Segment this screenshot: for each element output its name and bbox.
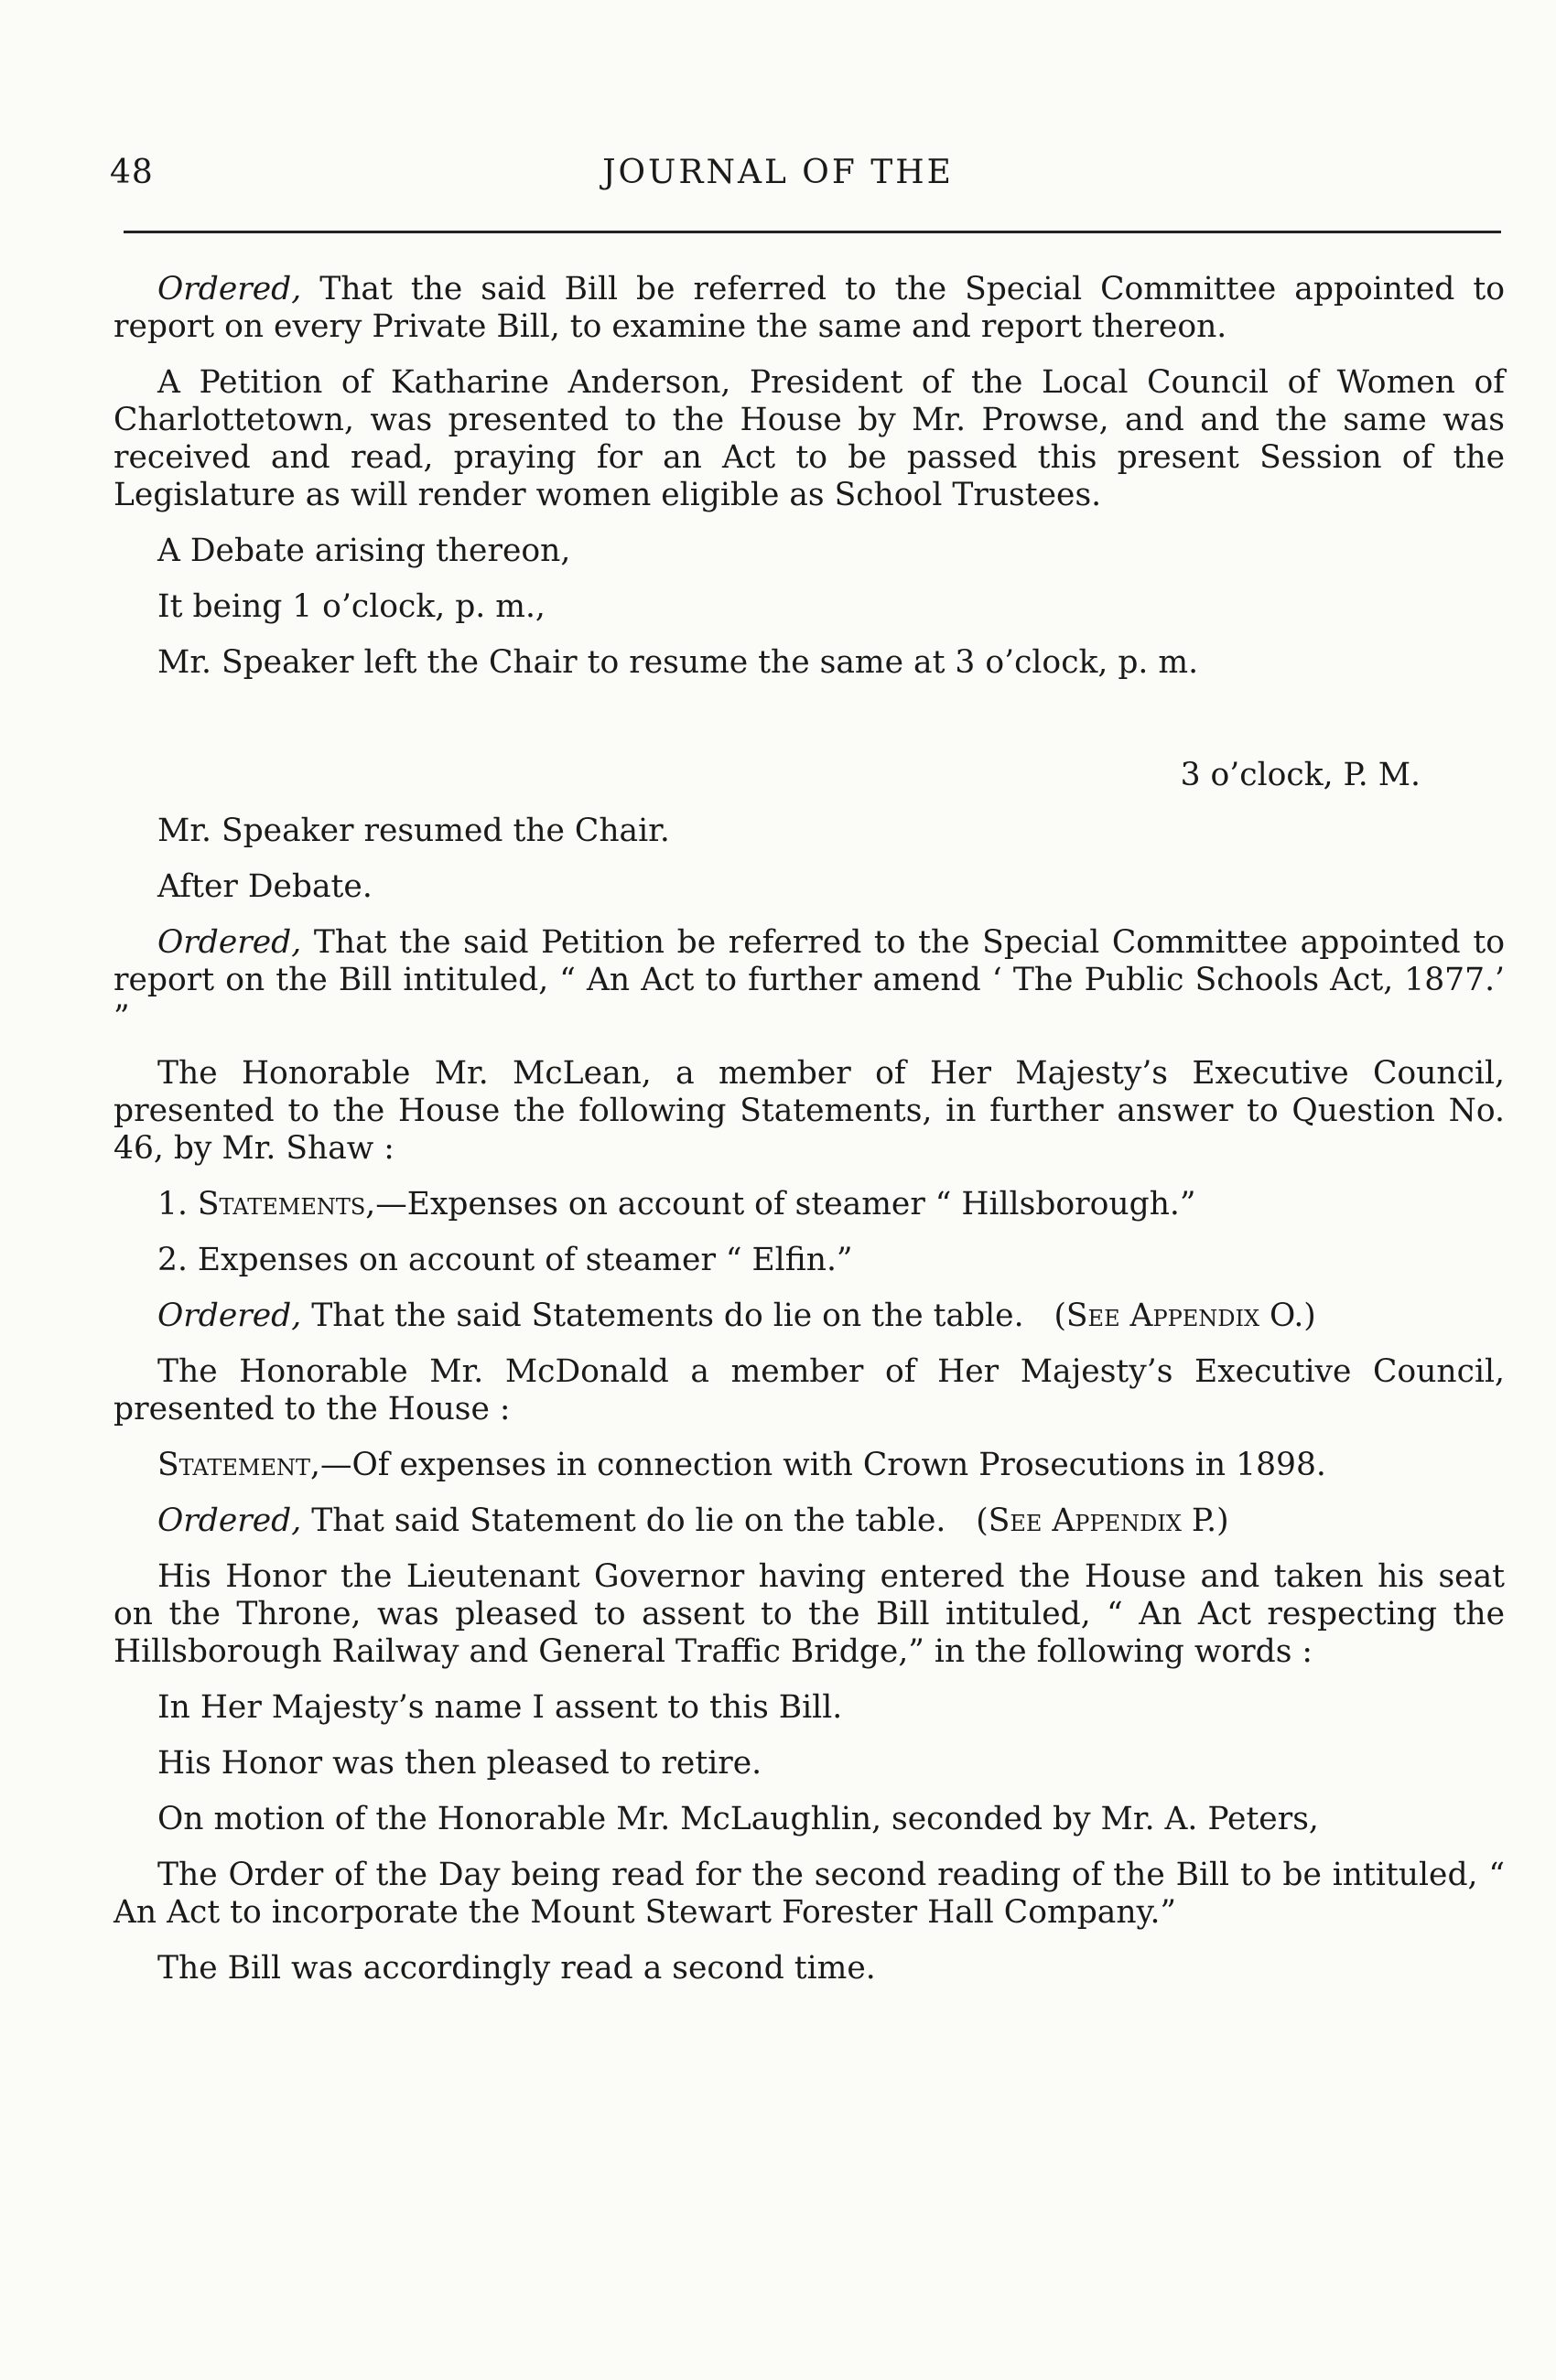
paragraph-statement-crown-prosecutions xyxy=(113,1447,1505,1484)
paragraph-after-debate: After Debate. xyxy=(157,868,373,905)
ordered-label: Ordered, xyxy=(157,1502,302,1539)
paragraph-statement-hillsborough xyxy=(113,1186,1505,1223)
paragraph-speaker-resumed: Mr. Speaker resumed the Chair. xyxy=(157,813,670,849)
statements-label: Statements, xyxy=(197,1186,376,1222)
paragraph-ordered-statement-table xyxy=(113,1502,1505,1540)
paragraph-text: That the said Bill be referred to the Special Committee appointed to report on every Private Bill, to examine the same and report thereon. xyxy=(113,271,1505,345)
page-header xyxy=(0,154,1556,209)
paragraph-lieutenant-governor: His Honor the Lieutenant Governor having entered the House and taken his seat on the Throne, was pleased to assent to the Bill intituled, “ An Act respecting the Hillsborough Railway and General Traffic Bridge,” in the following words : xyxy=(113,1558,1505,1670)
header-rule xyxy=(124,231,1501,233)
paragraph-text: That the said Statements do lie on the table. xyxy=(301,1298,1024,1334)
paragraph-text: —Of expenses in connection with Crown Prosecutions in 1898. xyxy=(319,1447,1326,1483)
paragraph-ordered-statements-table xyxy=(113,1298,1505,1335)
paragraph-second-reading: The Bill was accordingly read a second time. xyxy=(157,1950,876,1987)
running-title: JOURNAL OF THE xyxy=(602,154,954,191)
appendix-reference: (See Appendix P.) xyxy=(976,1502,1229,1539)
item-number: 1. xyxy=(157,1186,198,1222)
ordered-label: Ordered, xyxy=(157,924,302,961)
journal-body xyxy=(113,271,1505,2006)
paragraph-text: That the said Petition be referred to the Special Committee appointed to report on the Bill intituled, “ An Act to further amend ‘ The Public Schools Act, 1877.’ ” xyxy=(113,924,1505,1036)
paragraph-petition: A Petition of Katharine Anderson, President of the Local Council of Women of Charlottetown, was presented to the House by Mr. Prowse, and and the same was received and read, praying for an Act to be passed this present Session of the Legislature as will render women eligible as School Trustees. xyxy=(113,364,1505,513)
statement-label: Statement, xyxy=(157,1447,320,1483)
paragraph-motion: On motion of the Honorable Mr. McLaughlin, seconded by Mr. A. Peters, xyxy=(157,1801,1319,1837)
paragraph-speaker-left: Mr. Speaker left the Chair to resume the same at 3 o’clock, p. m. xyxy=(157,644,1199,681)
paragraph-ordered-petition-referred xyxy=(113,924,1505,1037)
time-heading: 3 o’clock, P. M. xyxy=(1180,757,1421,793)
paragraph-ordered-bill-referred xyxy=(113,271,1505,346)
paragraph-text: —Expenses on account of steamer “ Hillsborough.” xyxy=(375,1186,1196,1222)
paragraph-statement-elfin: 2. Expenses on account of steamer “ Elfin.” xyxy=(157,1242,853,1278)
paragraph-text: That said Statement do lie on the table. xyxy=(301,1502,946,1539)
appendix-reference: (See Appendix O.) xyxy=(1054,1298,1316,1334)
ordered-label: Ordered, xyxy=(157,1298,302,1334)
ordered-label: Ordered, xyxy=(157,271,302,307)
page-number: 48 xyxy=(110,154,154,191)
paragraph-mclean-statements: The Honorable Mr. McLean, a member of Her Majesty’s Executive Council, presented to the House the following Statements, in further answer to Question No. 46, by Mr. Shaw : xyxy=(113,1055,1505,1167)
paragraph-one-oclock: It being 1 o’clock, p. m., xyxy=(157,588,546,625)
paragraph-mcdonald-presented: The Honorable Mr. McDonald a member of Her Majesty’s Executive Council, presented to the House : xyxy=(113,1353,1505,1427)
paragraph-assent: In Her Majesty’s name I assent to this Bill. xyxy=(157,1689,843,1726)
paragraph-debate-arising: A Debate arising thereon, xyxy=(157,533,571,569)
paragraph-retire: His Honor was then pleased to retire. xyxy=(157,1745,762,1782)
paragraph-order-of-day: The Order of the Day being read for the second reading of the Bill to be intituled, “ An Act to incorporate the Mount Stewart Forester Hall Company.” xyxy=(113,1857,1505,1931)
